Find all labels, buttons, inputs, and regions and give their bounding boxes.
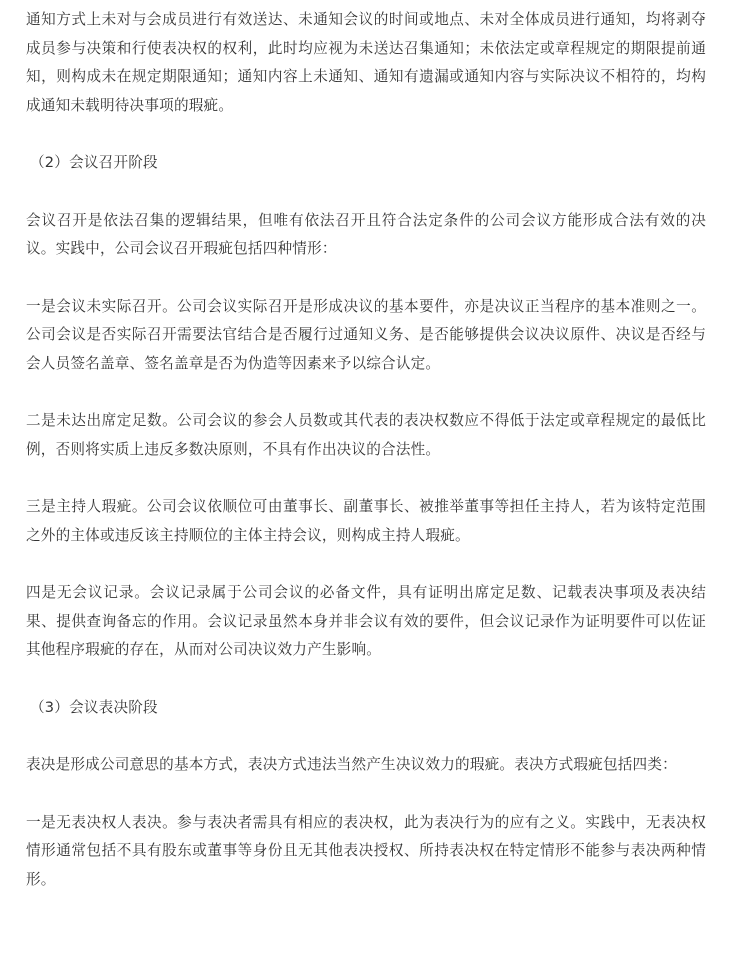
paragraph-convening-intro: 会议召开是依法召集的逻辑结果，但唯有依法召开且符合法定条件的公司会议方能形成合法有效的决议。实践中，公司会议召开瑕疵包括四种情形： (26, 211, 706, 257)
section-heading-meeting-voting: （3）会议表决阶段 (30, 698, 158, 716)
paragraph-chairperson-defect: 三是主持人瑕疵。公司会议依顺位可由董事长、副董事长、被推举董事等担任主持人，若为该特定范围之外的主体或违反该主持顺位的主体主持会议，则构成主持人瑕疵。 (26, 498, 706, 544)
paragraph-no-voting-right: 一是无表决权人表决。参与表决者需具有相应的表决权，此为表决行为的应有之义。实践中，无表决权情形通常包括不具有股东或董事等身份且无其他表决授权、所持表决权在特定情形不能参与表决两种情形。 (26, 813, 706, 888)
paragraph-voting-intro: 表决是形成公司意思的基本方式，表决方式违法当然产生决议效力的瑕疵。表决方式瑕疵包括四类： (26, 756, 677, 773)
paragraph-quorum-not-met: 二是未达出席定足数。公司会议的参会人员数或其代表的表决权数应不得低于法定或章程规定的最低比例，否则将实质上违反多数决原则，不具有作出决议的合法性。 (26, 412, 706, 458)
paragraph-notice-defects: 通知方式上未对与会成员进行有效送达、未通知会议的时间或地点、未对全体成员进行通知，均将剥夺成员参与决策和行使表决权的权利，此时均应视为未送达召集通知；未依法定或章程规定的期限提前通知，则构成未在规定期限通知；通知内容上未通知、通知有遗漏或通知内容与实际决议不相符的，均构成通知未载明待决事项的瑕疵。 (26, 11, 706, 114)
section-heading-meeting-convening: （2）会议召开阶段 (30, 154, 158, 171)
paragraph-no-minutes: 四是无会议记录。会议记录属于公司会议的必备文件，具有证明出席定足数、记载表决事项及表决结果、提供查询备忘的作用。会议记录虽然本身并非会议有效的要件，但会议记录作为证明要件可以佐证其他程序瑕疵的存在，从而对公司决议效力产生影响。 (26, 584, 706, 658)
paragraph-not-actually-held: 一是会议未实际召开。公司会议实际召开是形成决议的基本要件，亦是决议正当程序的基本准则之一。公司会议是否实际召开需要法官结合是否履行过通知义务、是否能够提供会议决议原件、决议是否经与会人员签名盖章、签名盖章是否为伪造等因素来予以综合认定。 (26, 297, 706, 372)
article-body (26, 6, 706, 923)
